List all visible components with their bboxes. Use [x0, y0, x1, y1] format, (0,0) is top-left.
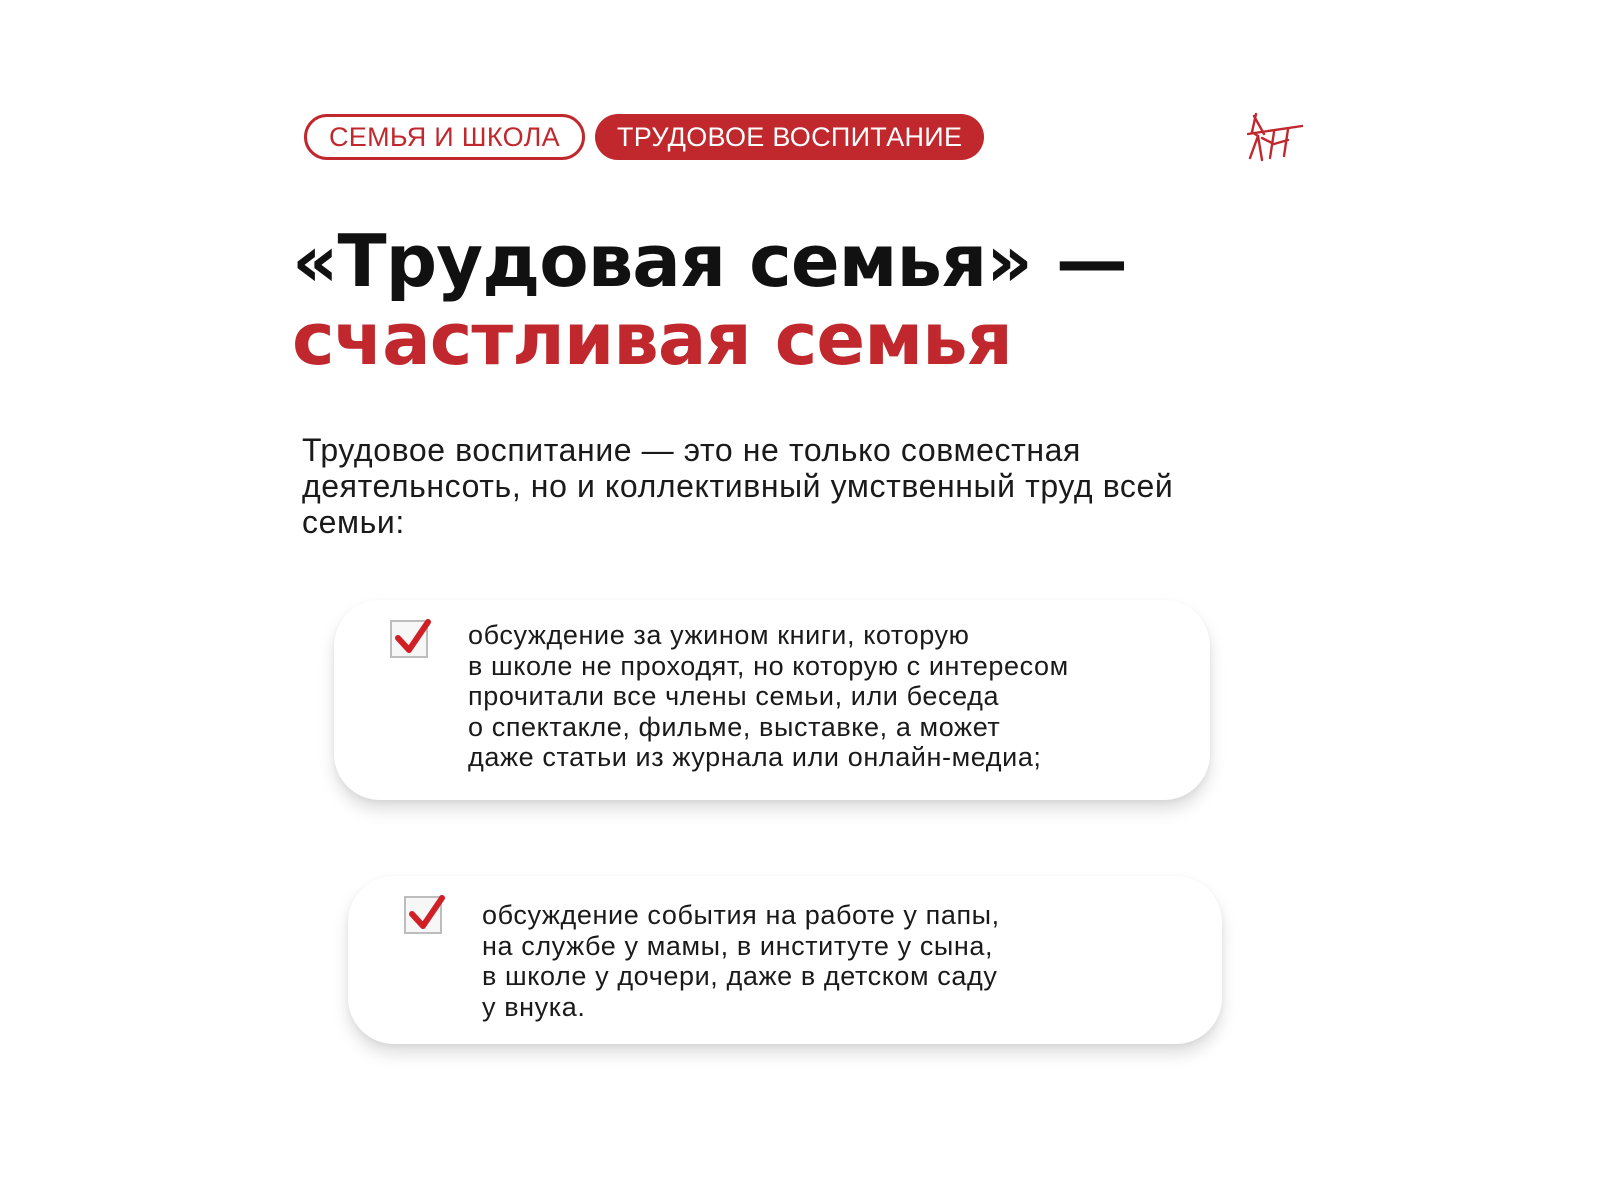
headline-line-2: счастливая семья	[292, 297, 1012, 381]
list-item-text: обсуждение события на работе у папы, на службе у мамы, в институте у сына, в школе у дочери, даже в детском саду у внука.	[482, 900, 1000, 1022]
checkmark-icon	[394, 618, 434, 658]
headline	[292, 219, 1127, 381]
chair-logo-icon	[1244, 112, 1304, 164]
list-item-card	[348, 876, 1222, 1044]
tag-family-school: СЕМЬЯ И ШКОЛА	[304, 114, 585, 160]
headline-line-1: «Трудовая семья» —	[292, 219, 1127, 303]
checkbox-checked	[390, 620, 428, 658]
checkbox-checked	[404, 896, 442, 934]
tag-labor-education: ТРУДОВОЕ ВОСПИТАНИЕ	[595, 114, 984, 160]
list-item-text: обсуждение за ужином книги, которую в школе не проходят, но которую с интересом прочитали все члены семьи, или беседа о спектакле, фильме, выставке, а может даже статьи из журнала или онлайн-медиа;	[468, 620, 1069, 772]
intro-text: Трудовое воспитание — это не только совместная деятельнсоть, но и коллективный умственный труд всей семьи:	[302, 432, 1174, 540]
checkmark-icon	[408, 894, 448, 934]
tag-list	[304, 114, 984, 160]
list-item-card	[334, 600, 1210, 800]
